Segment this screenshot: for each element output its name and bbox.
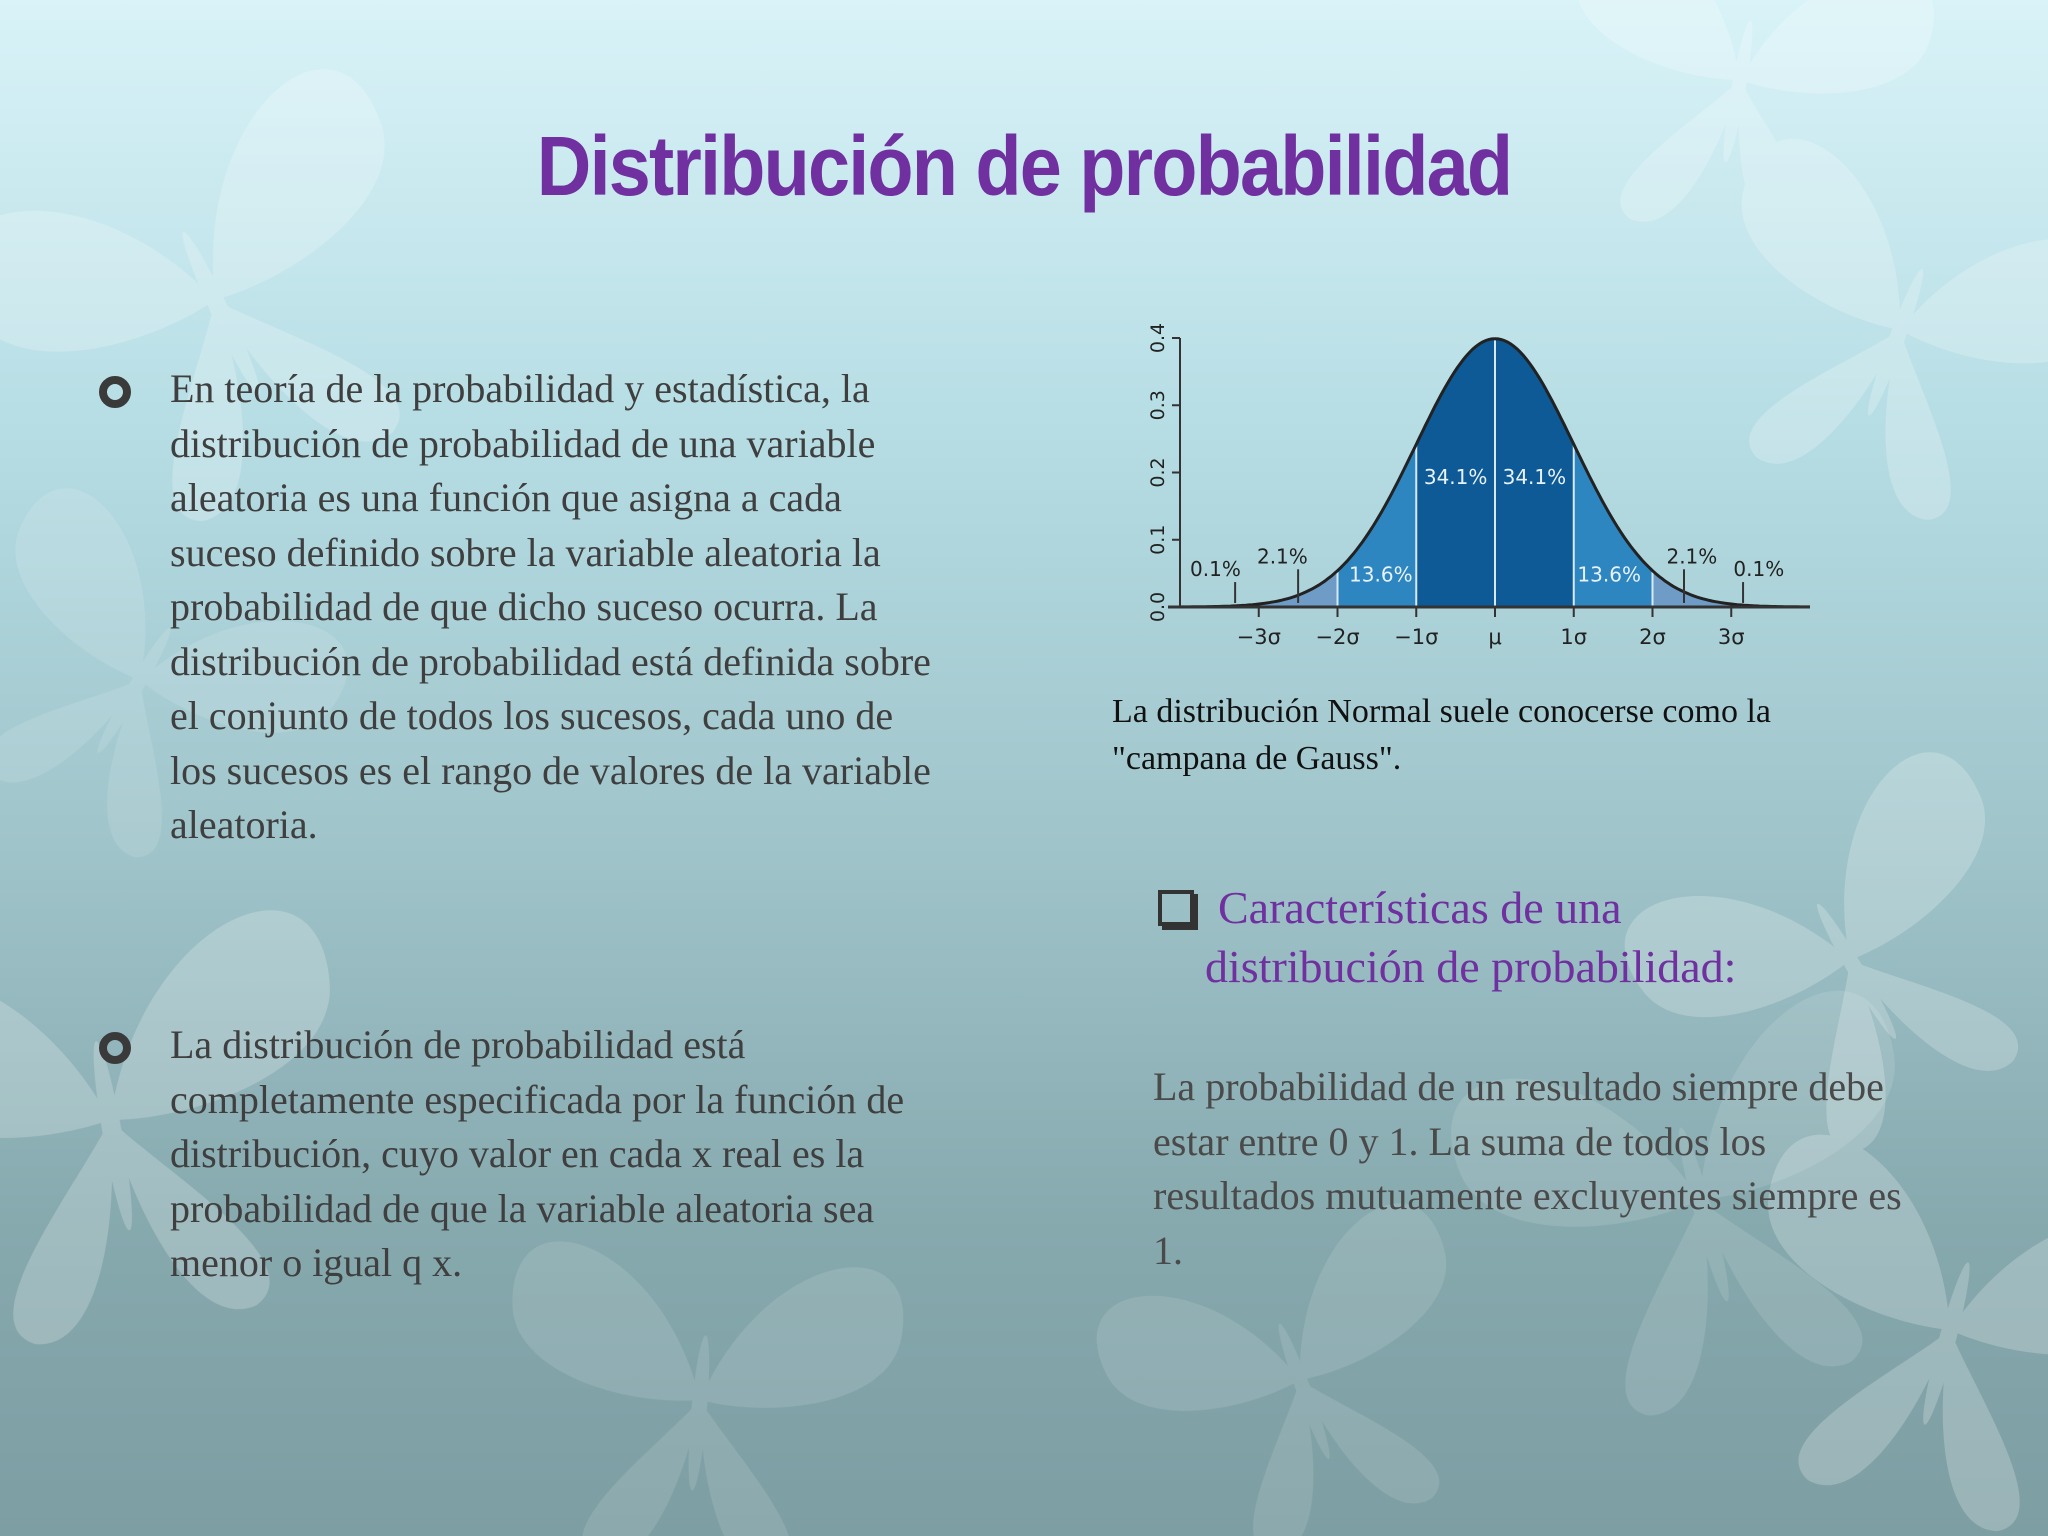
ring-bullet-icon bbox=[99, 376, 131, 408]
region-label-5: 13.6% bbox=[1577, 562, 1641, 587]
normal-curve-plot bbox=[1130, 310, 1830, 670]
square-bullet-icon bbox=[1158, 890, 1194, 926]
bullet-text-2: La distribución de probabilidad está completamente especificada por la función de distribución, cuyo valor en cada x real es la probabilidad de que la variable aleatoria sea menor o igual q x. bbox=[170, 1022, 905, 1285]
heading-line-1: Características de una bbox=[1218, 882, 1622, 933]
x-tick-label-4: 1σ bbox=[1560, 625, 1588, 649]
region-label-2: 13.6% bbox=[1349, 562, 1413, 587]
x-tick-label-1: −2σ bbox=[1315, 625, 1360, 649]
characteristics-text: La probabilidad de un resultado siempre debe estar entre 0 y 1. La suma de todos los resultados mutuamente excluyentes siempre es 1. bbox=[1153, 1064, 1902, 1273]
y-tick-label-2: 0.2 bbox=[1147, 457, 1169, 488]
bullet-item-2 bbox=[95, 1018, 935, 1291]
chart-caption: La distribución Normal suele conocerse como la "campana de Gauss". bbox=[1112, 693, 1771, 777]
region-label-3: 34.1% bbox=[1423, 464, 1488, 489]
slide-title: Distribución de probabilidad bbox=[536, 119, 1512, 213]
normal-distribution-chart bbox=[1130, 310, 1830, 670]
y-tick-label-3: 0.3 bbox=[1147, 390, 1169, 421]
heading-line-2: distribución de probabilidad: bbox=[1205, 941, 1737, 992]
y-tick-label-0: 0.0 bbox=[1147, 591, 1169, 623]
y-tick-label-1: 0.1 bbox=[1147, 524, 1169, 555]
region-label-1: 2.1% bbox=[1256, 544, 1308, 569]
bullet-item-1 bbox=[95, 362, 935, 853]
y-tick-label-4: 0.4 bbox=[1147, 322, 1169, 354]
x-tick-label-2: −1σ bbox=[1394, 625, 1439, 649]
region-label-7: 0.1% bbox=[1733, 557, 1785, 582]
x-tick-label-6: 3σ bbox=[1717, 625, 1745, 649]
bullet-text-1: En teoría de la probabilidad y estadística, la distribución de probabilidad de una variable aleatoria es una función que asigna a cada suceso definido sobre la variable aleatoria la probabilidad de que dicho suceso ocurra. La distribución de probabilidad está definida sobre el conjunto de todos los sucesos, cada uno de los sucesos es el rango de valores de la variable aleatoria. bbox=[170, 366, 931, 847]
region-label-6: 2.1% bbox=[1666, 544, 1718, 569]
region-label-0: 0.1% bbox=[1190, 557, 1241, 582]
x-tick-label-0: −3σ bbox=[1236, 625, 1281, 649]
characteristics-heading bbox=[1158, 878, 1878, 996]
x-tick-label-3: μ bbox=[1488, 625, 1502, 649]
region-label-4: 34.1% bbox=[1502, 464, 1567, 489]
ring-bullet-icon bbox=[99, 1032, 131, 1064]
x-tick-label-5: 2σ bbox=[1639, 625, 1666, 649]
